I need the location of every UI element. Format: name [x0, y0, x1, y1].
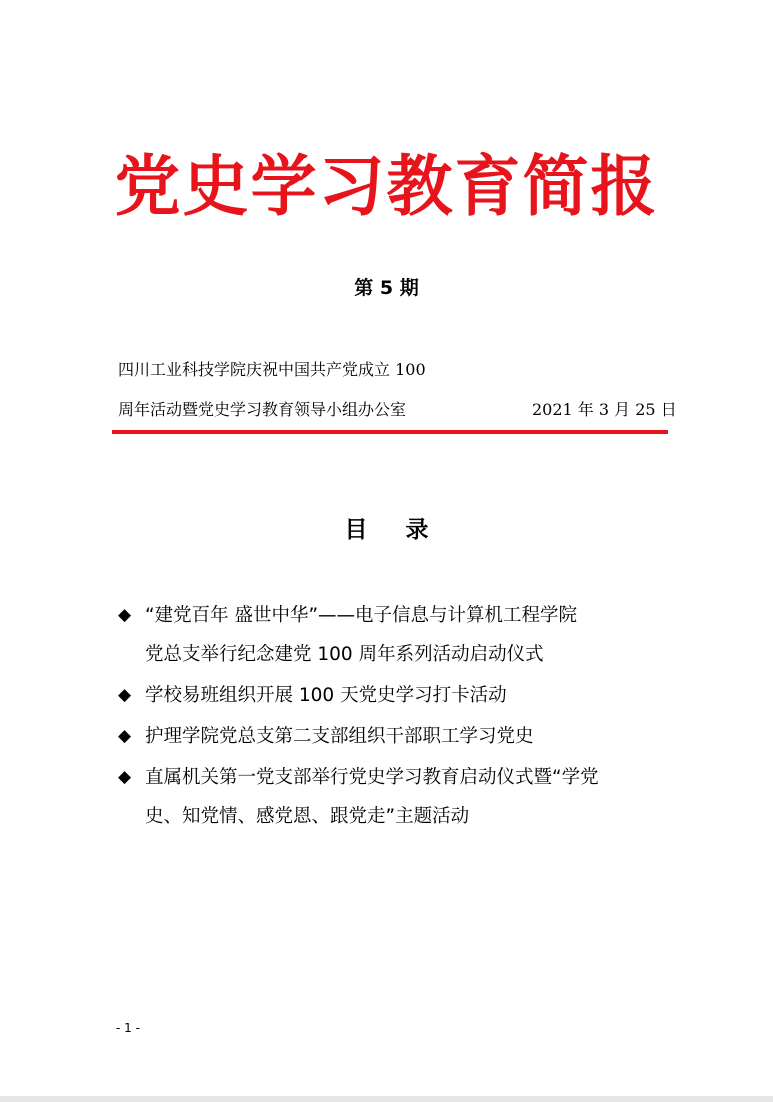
toc-list [118, 596, 678, 838]
diamond-bullet-icon: ◆ [118, 685, 132, 705]
toc-item-2-line-1: 学校易班组织开展 100 天党史学习打卡活动 [145, 685, 507, 706]
diamond-bullet-icon: ◆ [118, 726, 132, 746]
toc-heading: 目 录 [344, 516, 429, 543]
publish-date: 2021 年 3 月 25 日 [532, 400, 677, 419]
toc-item-1-line-1: “建党百年 盛世中华”——电子信息与计算机工程学院 [145, 605, 578, 626]
toc-item-4-line-2: 史、知党情、感党恩、跟党走”主题活动 [145, 806, 470, 827]
red-divider-rule [112, 430, 668, 434]
publisher-line-1: 四川工业科技学院庆祝中国共产党成立 100 [118, 360, 426, 379]
issue-number: 第 5 期 [354, 277, 419, 299]
diamond-bullet-icon: ◆ [118, 605, 132, 625]
page-bottom-edge [0, 1096, 773, 1102]
toc-item-3-line-1: 护理学院党总支第二支部组织干部职工学习党史 [145, 726, 534, 747]
toc-item-2[interactable] [118, 676, 678, 715]
toc-item-4[interactable] [118, 758, 678, 836]
toc-item-4-line-1: 直属机关第一党支部举行党史学习教育启动仪式暨“学党 [145, 767, 599, 788]
toc-item-1-line-2: 党总支举行纪念建党 100 周年系列活动启动仪式 [145, 644, 544, 665]
toc-item-1[interactable] [118, 596, 678, 674]
publisher-line-2: 周年活动暨党史学习教育领导小组办公室 [118, 400, 407, 419]
page-number: - 1 - [116, 1021, 140, 1035]
masthead-title: 党史学习教育简报 [114, 147, 659, 225]
toc-item-3[interactable] [118, 717, 678, 756]
diamond-bullet-icon: ◆ [118, 767, 132, 787]
